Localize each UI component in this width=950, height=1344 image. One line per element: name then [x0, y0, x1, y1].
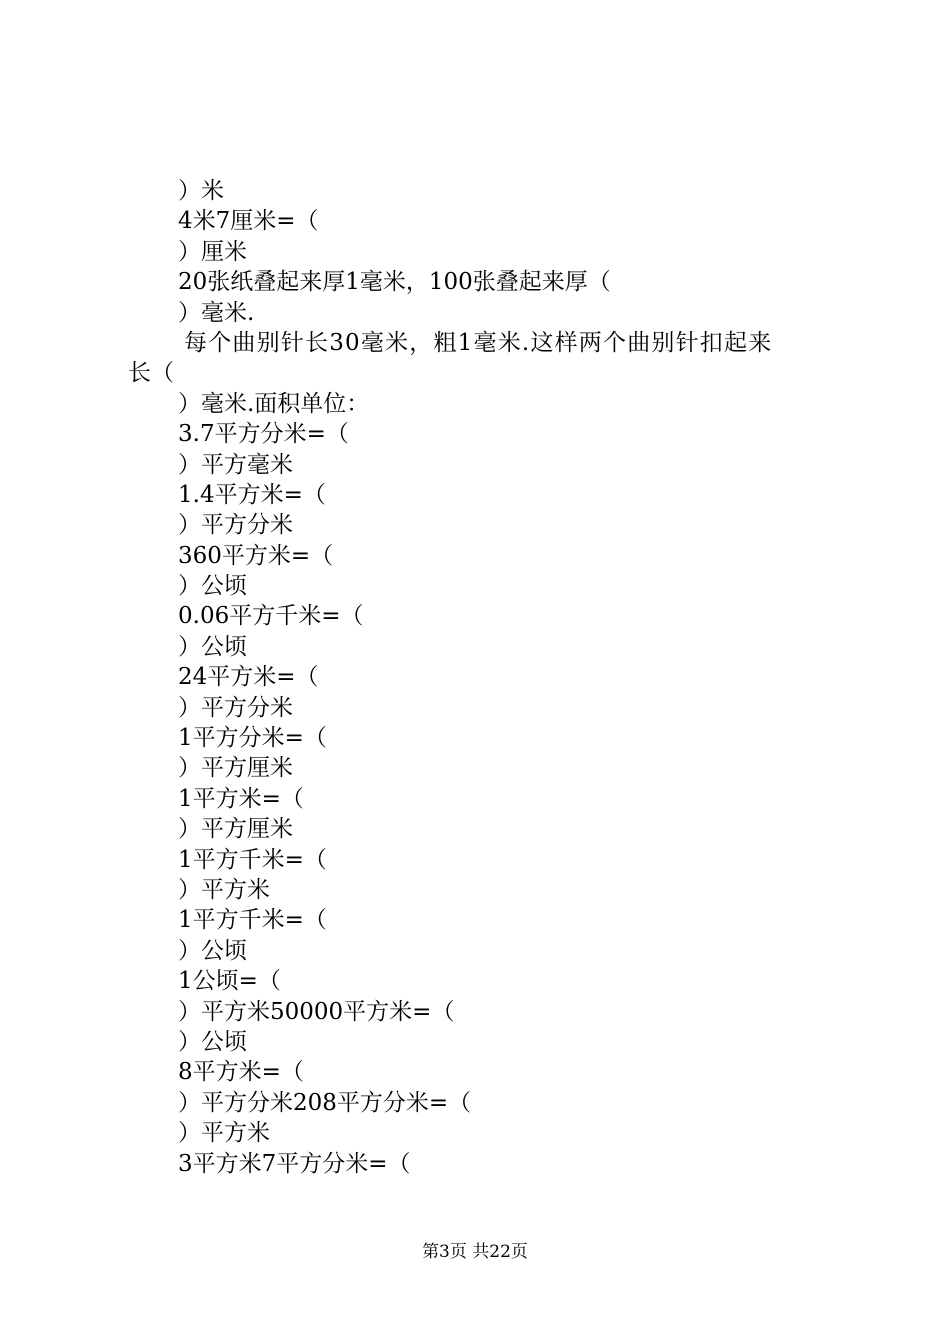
text-line: ）公顷: [178, 937, 247, 964]
text-line: ）公顷: [178, 633, 247, 660]
document-body: [0, 176, 950, 1179]
text-line: 1平方分米=（: [178, 725, 327, 752]
page-footer: 第3页 共22页: [422, 1242, 528, 1262]
text-line: ）公顷: [178, 573, 247, 600]
text-line: ）毫米.: [178, 299, 255, 326]
text-line: ）平方分米: [178, 512, 293, 539]
text-line: 3.7平方分米=（: [178, 421, 349, 448]
text-line: 1平方米=（: [178, 785, 304, 812]
text-line: 24平方米=（: [178, 664, 319, 691]
text-line: ）平方米: [178, 1120, 270, 1147]
text-line: 360平方米=（: [178, 542, 334, 569]
text-line: ）平方分米: [178, 694, 293, 721]
text-line: 3平方米7平方分米=（: [178, 1150, 411, 1177]
text-line: 1公顷=（: [178, 968, 281, 995]
text-line: ）厘米: [178, 238, 247, 265]
text-line: 1.4平方米=（: [178, 481, 326, 508]
text-line: 1平方千米=（: [178, 907, 327, 934]
text-line: ）平方分米208平方分米=（: [178, 1089, 472, 1116]
text-line: ）平方米: [178, 876, 270, 903]
text-line: 0.06平方千米=（: [178, 603, 364, 630]
text-line: ）平方厘米: [178, 816, 293, 843]
text-line: ）米: [178, 178, 224, 204]
text-line: 8平方米=（: [178, 1059, 304, 1086]
text-line: ）平方米50000平方米=（: [178, 998, 455, 1025]
text-line: 每个曲别针长30毫米，粗1毫米.这样两个曲别针扣起来: [184, 329, 773, 356]
text-line: ）平方毫米: [178, 451, 293, 478]
text-line: 长（: [128, 360, 174, 387]
text-line: ）毫米.面积单位：: [178, 390, 370, 417]
text-line: 20张纸叠起来厚1毫米，100张叠起来厚（: [178, 269, 611, 296]
text-line: ）平方厘米: [178, 755, 293, 782]
text-line: 1平方千米=（: [178, 846, 327, 873]
text-line: ）公顷: [178, 1028, 247, 1055]
text-line: 4米7厘米=（: [178, 208, 319, 235]
